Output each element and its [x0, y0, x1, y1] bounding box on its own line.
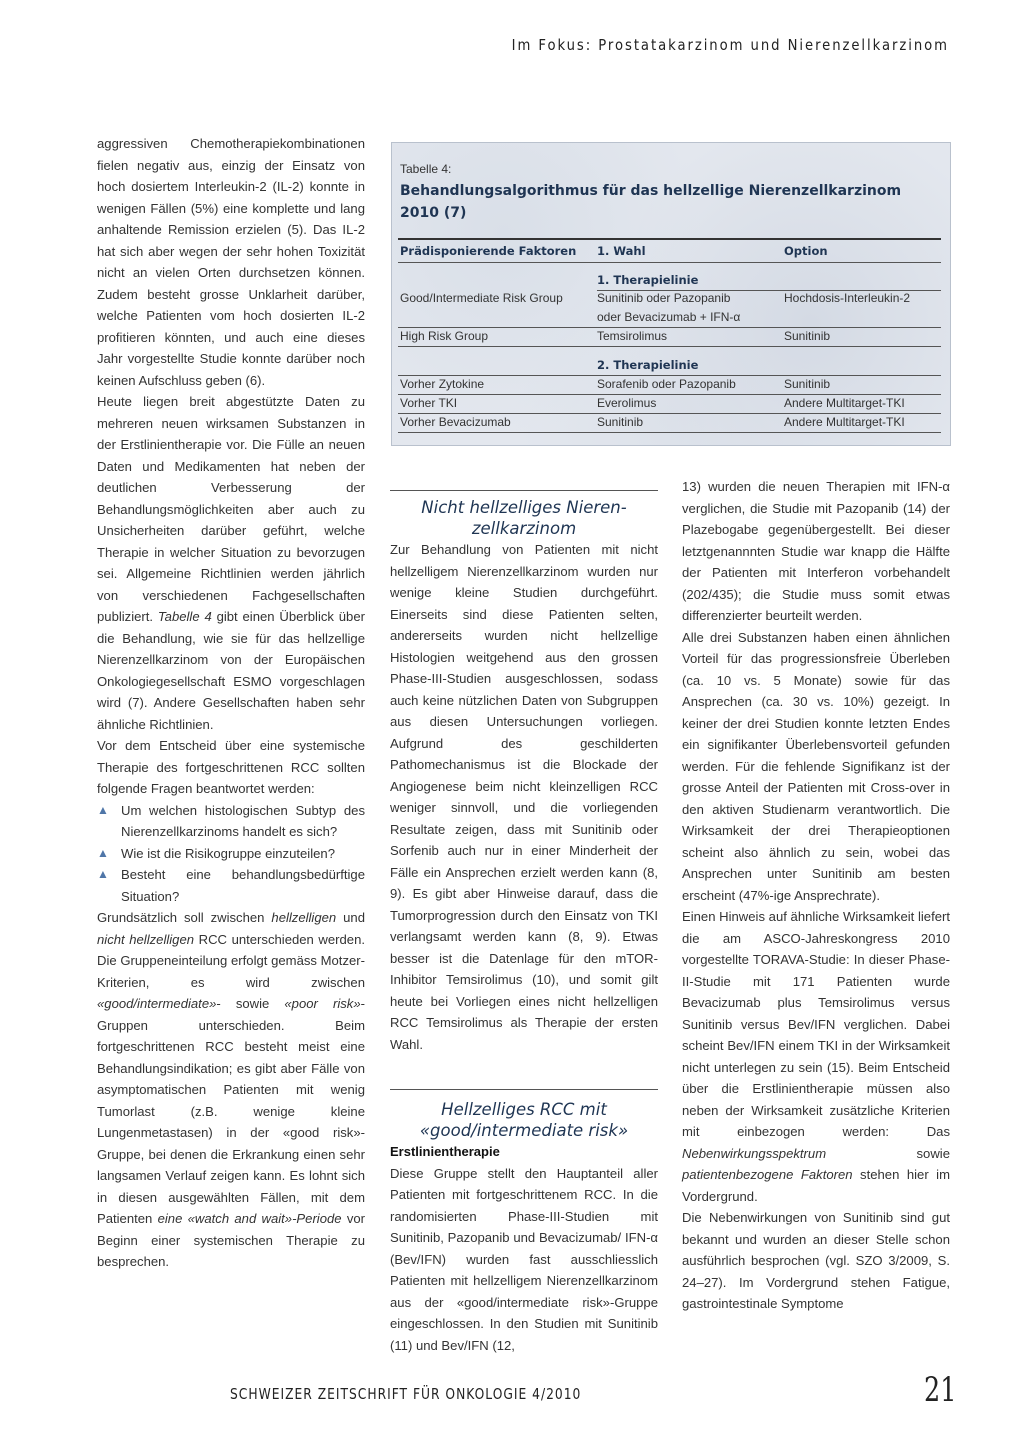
paragraph: 13) wurden die neuen Therapien mit IFN-α verglichen, die Studie mit Pazopanib (14) der Plazebogabe gegenübergestellt. Bei dieser letztgenannnten Studie war knapp die Hälfte der Patienten mit Interferon vorbehandelt (202/435); die Studie muss somit etwas differenzierter beurteilt werden.	[682, 479, 950, 623]
table-cell: Hochdosis-Interleukin-2	[784, 291, 911, 305]
table-cell: Temsirolimus	[597, 329, 668, 343]
table-header: Option	[784, 244, 828, 258]
table-title: Behandlungsalgorithmus für das hellzellige Nierenzellkarzinom 2010 (7)	[400, 183, 902, 221]
table-rule	[398, 346, 941, 347]
section-heading: Nicht hellzelliges Nieren- zellkarzinom	[421, 498, 627, 538]
subheading: Erstlinientherapie	[390, 1144, 500, 1159]
table-section-label: 2. Therapielinie	[597, 358, 699, 372]
table-header: Prädisponierende Faktoren	[400, 244, 577, 258]
paragraph: aggressiven Chemotherapiekombinationen fielen negativ aus, einzig der Einsatz von hoch dosiertem Interleukin-2 (IL-2) konnte in wenigen Fällen (5%) eine komplette und lang anhaltende Remission erzielen (5). Das IL-2 hat sich aber wegen der sehr hohen Toxizität nicht an vielen Orten durchsetzen können. Zudem besteht grosse Unklarheit darüber, welche Patienten vom hoch dosierten IL-2 profitieren könnten, und auch eine dieses Jahr vorgestellte Studie konnte darüber noch keinen Aufschluss geben (6).	[97, 136, 365, 388]
triangle-bullet-icon: ▲	[97, 802, 109, 817]
table-rule	[398, 432, 941, 433]
footer-journal-title: SCHWEIZER ZEITSCHRIFT FÜR ONKOLOGIE 4/2010	[230, 1385, 582, 1403]
table-cell: Andere Multitarget-TKI	[784, 396, 905, 410]
table-cell: Sorafenib oder Pazopanib	[597, 377, 736, 391]
list-item: ▲ Um welchen histologischen Subtyp des Nierenzellkarzinoms handelt es sich?	[97, 800, 365, 843]
table-cell: Andere Multitarget-TKI	[784, 415, 905, 429]
column-middle	[390, 497, 658, 1055]
paragraph: Vor dem Entscheid über eine systemische Therapie des fortgeschrittenen RCC sollten folgende Fragen beantwortet werden:	[97, 738, 365, 796]
column-left	[97, 133, 365, 1273]
table-cell: Vorher Bevacizumab	[400, 415, 511, 429]
paragraph: Heute liegen breit abgestützte Daten zu mehreren neuen wirksamen Substanzen in der Erstlinientherapie vor. Die Fülle an neuen Daten und Medikamenten hat neben der deutlichen Verbesserung der Behandlungsmöglichkeiten aber auch zu Unsicherheiten darüber geführt, welche Therapie in welcher Situation zu bevorzugen sei. Allgemeine Richtlinien werden jährlich von verschiedenen Fachgesellschaften publiziert. Tabelle 4 gibt einen Überblick über die Behandlung, wie sie für das hellzellige Nierenzellkarzinom von der Europäischen Onkologiegesellschaft ESMO vorgeschlagen wird (7). Andere Gesellschaften haben sehr ähnliche Richtlinien.	[97, 394, 365, 732]
column-right	[682, 476, 950, 1315]
table-header: 1. Wahl	[597, 244, 646, 258]
paragraph: Alle drei Substanzen haben einen ähnlichen Vorteil für das progressionsfreie Überleben (ca. 10 vs. 5 Monate) sowie für das Ansprechen (ca. 30 vs. 10%) gezeigt. In keiner der drei Studien konnte letzten Endes ein signifikanter Überlebensvorteil gefunden werden. Für die fehlende Signifikanz ist der grosse Anteil der Patienten mit Cross-over in den aktiven Studienarm verantwortlich. Die Wirksamkeit der drei Therapieoptionen scheint also ähnlich zu sein, wobei das Ansprechen unter Sunitinib am besten erscheint (47%-ige Ansprechrate).	[682, 629, 950, 903]
paragraph: Einen Hinweis auf ähnliche Wirksamkeit liefert die am ASCO-Jahreskongress 2010 vorgestellte TORAVA-Studie: In dieser Phase-II-Studie mit 171 Patienten wurde Bevacizumab plus Temsirolimus versus Sunitinib versus Bev/IFN verglichen. Dabei scheint Bev/IFN einem TKI in der Wirksamkeit nicht unterlegen zu sein (15). Beim Entscheid über die Erstlinientherapie müssen also neben der Wirksamkeit zusätzliche Kriterien mit einbezogen werden: Das Nebenwirkungsspektrum sowie patientenbezogene Faktoren stehen hier im Vordergrund.	[682, 909, 950, 1204]
table-rule	[398, 262, 941, 263]
table-cell: Sunitinib oder Pazopanib	[597, 291, 731, 305]
table-cell: Vorher Zytokine	[400, 377, 485, 391]
table-cell: Sunitinib	[784, 377, 831, 391]
table-cell: Vorher TKI	[400, 396, 458, 410]
table-cell: oder Bevacizumab + IFN-α	[597, 310, 741, 324]
table-cell: Good/Intermediate Risk Group	[400, 291, 563, 305]
paragraph: Diese Gruppe stellt den Hauptanteil aller Patienten mit fortgeschrittenem RCC. In die randomisierten Phase-III-Studien mit Sunitinib, Pazopanib und Bevacizumab/ IFN-α (Bev/IFN) wurden fast ausschliesslich Patienten mit hellzelligem Nierenzellkarzinom aus der «good/intermediate risk»-Gruppe eingeschlossen. In den Studien mit Sunitinib (11) und Bev/IFN (12,	[390, 1165, 658, 1353]
table-caption-label: Tabelle 4:	[400, 162, 452, 176]
table-section-label: 1. Therapielinie	[597, 273, 699, 287]
table-cell: Everolimus	[597, 396, 657, 410]
paragraph: Zur Behandlung von Patienten mit nicht hellzelligem Nierenzellkarzinom wurden nur wenige kleine Studien durchgeführt. Einerseits sind diese Patienten selten, andererseits wurden nicht hellzellige Histologien weitgehend aus den grossen Phase-III-Studien ausgeschlossen, sodass auch keine nützlichen Daten von Subgruppen aus diesen Untersuchungen vorliegen. Aufgrund des geschilderten Pathomechanismus ist die Blockade der Angiogenese beim nicht kleinzelligen RCC weniger sinnvoll, und die vorliegenden Resultate zeigen, dass mit Sunitinib oder Sorfenib auch nur in einer Minderheit der Fälle ein Ansprechen erzielt werden kann (8, 9). Es gibt aber Hinweise darauf, dass die Tumorprogression durch den Einsatz von TKI verlangsamt werden kann (8, 9). Etwas besser ist die Datenlage für den mTOR-Inhibitor Temsirolimus (10), und somit gilt heute bei Vorliegen eines nicht hellzelligen RCC Temsirolimus als Therapie der ersten Wahl.	[390, 542, 658, 1052]
triangle-bullet-icon: ▲	[97, 867, 109, 881]
page-number: 21	[924, 1370, 957, 1410]
table-cell: Sunitinib	[597, 415, 644, 429]
list-item: ▲ Wie ist die Risikogruppe einzuteilen?	[97, 843, 365, 865]
section-rule	[390, 490, 658, 491]
paragraph: Grundsätzlich soll zwischen hellzelligen und nicht hellzelligen RCC unterschieden werden. Die Gruppeneinteilung erfolgt gemäss Motzer-Kriterien, es wird zwischen «good/intermediate»- sowie «poor risk»-Gruppen unterschieden. Beim fortgeschrittenen RCC besteht meist eine Behandlungsindikation; es gibt aber Fälle von asymptomatischen Patienten mit wenig Tumorlast (z.B. wenige kleine Lungenmetastasen) in der «good risk»-Gruppe, bei denen die Erkrankung einen sehr langsamen Verlauf zeigen kann. Es lohnt sich in diesen ausgewählten Fällen, mit dem Patienten eine «watch and wait»-Periode vor Beginn einer systemischen Therapie zu besprechen.	[97, 910, 366, 1269]
column-middle-lower	[390, 1099, 658, 1356]
list-item: ▲ Besteht eine behandlungsbedürftige Situation?	[97, 864, 365, 907]
section-heading: Hellzelliges RCC mit «good/intermediate risk»	[419, 1100, 629, 1140]
section-rule	[390, 1089, 658, 1090]
table-rule	[398, 238, 941, 240]
triangle-bullet-icon: ▲	[97, 845, 109, 860]
table-cell: High Risk Group	[400, 329, 489, 343]
paragraph: Die Nebenwirkungen von Sunitinib sind gut bekannt und wurden an dieser Stelle schon ausführlich besprochen (vgl. SZO 3/2009, S. 24–27). Im Vordergrund stehen Fatigue, gastrointestinale Symptome	[682, 1210, 950, 1311]
running-head: Im Fokus: Prostatakarzinom und Nierenzellkarzinom	[511, 36, 949, 54]
table-cell: Sunitinib	[784, 329, 831, 343]
